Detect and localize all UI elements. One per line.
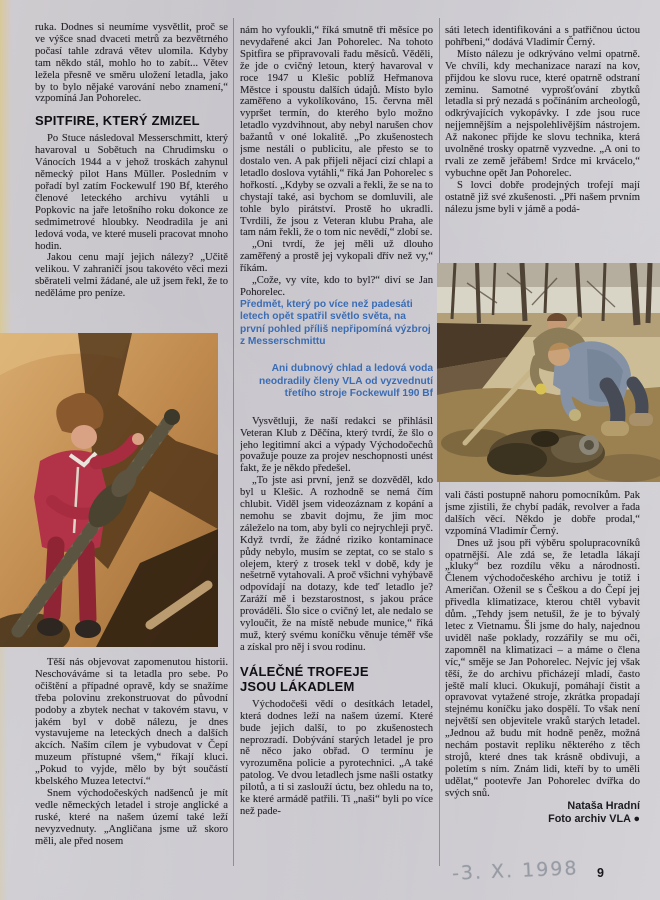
date-stamp: -3. X. 1998 [451, 857, 579, 885]
paragraph: S lovci dobře prodejných trofejí mají ostatně již své zkušenosti. „Při našem prvním nálezu jsme byli v jámě a podá- [445, 179, 640, 215]
paragraph: Jakou cenu mají jejich nálezy? „Učitě velikou. V zahraničí jsou takovéto věci mezi sběrateli velmi žádané, ale už jsem řekl, že to neděláme pro peníze. [35, 252, 228, 300]
paragraph: sáti letech identifikováni a s patřičnou úctou pohřbeni,“ dodává Vladimír Černý. [445, 25, 640, 48]
section-heading-trofeje [240, 664, 433, 694]
column-rule [233, 18, 234, 866]
column-1-bottom [35, 657, 228, 862]
photo-wreckage-field [437, 263, 660, 482]
section-heading-spitfire: SPITFIRE, KTERÝ ZMIZEL [35, 113, 200, 129]
paragraph: Místo nálezu je odkrýváno velmi opatrně. Ve chvíli, kdy mechanizace narazí na kov, přijdou ke slovu ruce, které opatrně odstraní zeminu. Samotné vyprošťování zbytků letadla si prý nezadá s počínáním archeologů, odkrývajících vykopávky. I zde jsou ruce nejjemnějším a nejspolehlivějším nástrojem. Až nakonec přijde ke slovu technika, která uvolněné trosky opatrně vyzvedne. „A oni to rvali ze země jeřábem! Srdce mi krvácelo,“ vybuchne opět Jan Pohorelec. [445, 48, 640, 179]
heading-line: JSOU LÁKADLEM [240, 678, 355, 694]
scan-edge-artifact [0, 0, 12, 348]
paragraph: ruka. Dodnes si neumíme vysvětlit, proč se ve výšce snad dvaceti metrů za bezvětrného počasí tahle zdravá větev ulomila. Kdyby tam někdo stál, mohlo ho to zabít... Větev ležela přesně ve směru uložení letadla, jako by to bylo nějaké varování nebo znamení,“ vzpomíná Jan Pohorelec. [35, 22, 228, 105]
column-1-top [35, 22, 228, 328]
photo-credit: Foto archiv VLA ● [548, 812, 640, 825]
paragraph: Po Stuce následoval Messerschmitt, který havaroval u Sobětuch na Chrudimsku o Vánocích 1944 a v jehož troskách zahynul německý pilot Hans Müller. Posledním v pořadí byl zatím Fockewulf 190 Bf, kterého členové leteckého archivu vytáhli u Popkovic na jaře letošního roku dokonce ze sedmimetrové hloubky. Neodradila je ani ledová voda, ve které museli pracovat mnoho hodin. [35, 133, 228, 252]
photo-caption-messerschmitt: Předmět, který po více než padesáti letech opět spatřil světlo světa, na první pohled příliš nepřipomíná výzbroj z Messerschmittu [240, 298, 431, 348]
column-3-bottom [445, 490, 640, 862]
scan-edge-artifact-bottom [0, 640, 8, 900]
photo-excavation-pit [0, 333, 218, 647]
page-number: 9 [597, 866, 604, 880]
paragraph: „Oni tvrdí, že jej měli už dlouho zaměřený a prostě jej vykopali dřív než vy,“ říkám. [240, 239, 433, 275]
author-byline: Nataša Hradní [567, 799, 640, 812]
heading-line: VÁLEČNÉ TROFEJE [240, 663, 369, 679]
paragraph: nám ho vyfoukli,“ říká smutně tři měsíce po nevydařené akci Jan Pohorelec. Na tohoto Spitfira se připravovali řadu měsíců. Věděli, že jde o cvičný letoun, který havaroval v roce 1947 u Klešic poblíž Heřmanova Městce i spoustu dalších údajů. Místo bylo zaměřeno a vykolíkováno, 15. června měl vypršet termín, do kterého bylo možno letadlo vyzdvihnout, aby nebyl narušen chov bažantů v oné lokalitě. „Po zkušenostech jsme nestáli o publicitu, ale přesto se to dostalo ven. A pak přijeli nějací cizí chlapi a letadlo doslova vytáhli,“ říká Jan Pohorelec s hořkostí. „Kdyby se ozvali a řekli, že se na to chystají také, asi bychom se domluvili, ale tohle bylo pirátství. Prostě ho ukradli. Tvrdili, že jsou z Veteran klubu Praha, ale tam nám řekli, že o tom nic nevědí,“ zlobí se. [240, 25, 433, 239]
photo-caption-vla: Ani dubnový chlad a ledová voda neodradily členy VLA od vyzvednutí třetího stroje Fockewulf 190 Bf [259, 363, 433, 400]
excavation-pit-illustration [0, 333, 218, 647]
paragraph: Dnes už jsou při výběru spolupracovníků opatrnější. Ale zdá se, že letadla lákají „kluky“ bez rozdílu věku a národnosti. Členem východočeského archivu je totiž i Američan. Oženil se s Češkou a do Čepí jej přivedla klimatizace, kterou chtěl vybavit dům. „Tehdy jsem netušil, že je to bývalý letec z Vietnamu. Šli jsme do haly, najednou uviděl naše poklady, rozzářily se mu oči, zapomněl na klimatizaci – a máme o člena víc,“ směje se Jan Pohorelec. Nejvíc jej však těší, že do archivu přicházejí mladí, často ještě malí kluci. Okukují, pomáhají čistit a opravovat vytažené stroje, zkrátka propadají stejnému koníčku jako dospělí. To však není největší sen objevitele vraků starých letadel. „Jednou až budu mít hodně peněz, možná nechám postavit repliku některého z těch strojů, které dnes tak krásně obdivuji, a poletím s ním. Znám lidi, kteří by to uměli udělat,“ pootevře Jan Pohorelec dvířka do svých snů. [445, 537, 640, 799]
paragraph: Snem východočeských nadšenců je mít vedle německých letadel i stroje anglické a ruské, které na našem území také leží nevyzvednuty. „Angličana jsme už skoro měli, ale před nosem [35, 787, 228, 847]
paragraph: „To jste asi první, jenž se dozvěděl, kdo byl u Klešic. A rozhodně se nemá čím chlubit. Viděl jsem videozáznam z kopání a nemohu se zbavit dojmu, že jim moc záleželo na tom, aby byli co nejrychleji pryč. Když tvrdí, že žádné riziko kontaminace půdy nebylo, musím se zeptat, co se stalo s olejem, který z trosek tekl v době, kdy je nešetrně vytahovali. A proč všichni vyhýbavě odpovídají na dotazy, kde teď letadlo je? Zaráží mě i bezstarostnost, s jakou práce prováděli. Šlo sice o cvičný let, ale nedalo se vyloučit, že na místě nebude munice,“ říká muž, který svému koníčku věnuje téměř vše a získal pro něj i svou rodinu. [240, 475, 433, 653]
paragraph: Těší nás objevovat zapomenutou historii. Neschováváme si ta letadla pro sebe. Po očištění a případné opravě, kdy se snažíme třeba polovinu zrekonstruovat do původní podoby a zbytek nechat v takovém stavu, v jakém byl v době nálezu, je dnes vystavujeme na leteckých dnech a dalších akcích. Naším cílem je vybudovat v Čepí muzeum přístupné všem,“ říkají kluci. „Pokud to vyjde, mělo by být součástí kbelského Muzea letectví.“ [35, 657, 228, 788]
paragraph: Východočeši vědí o desítkách letadel, která dodnes leží na našem území. Které bude jejich další, to po zkušenostech neprozradí. Dobývání starých letadel je pro ně něco jako obřad. O termínu je vyrozuměna policie a pyrotechnici. „A také patolog. Ve dvou letadlech jsme našli ostatky pilotů, a ti si zaslouží úctu, bez ohledu na to, ke které armádě patřili. Ti „naši“ byli po více než pade- [240, 698, 433, 817]
column-2 [240, 25, 433, 863]
paragraph: vali části postupně nahoru pomocníkům. Pak jsme zjistili, že chybí padák, revolver a řada dalších věcí. Někdo je dobře prodal,“ vzpomíná Vladimír Černý. [445, 490, 640, 537]
wreckage-field-illustration [437, 263, 660, 482]
paragraph: „Cože, vy víte, kdo to byl?“ diví se Jan Pohorelec. [240, 275, 433, 298]
column-3-top [445, 25, 640, 258]
paragraph: Vysvětluji, že naší redakci se přihlásil Veteran Klub z Děčína, který tvrdí, že šlo o jeho legitimní akci a výpady Východočechů považuje pouze za projev neschopnosti unést fakt, že je někdo předešel. [240, 415, 433, 475]
